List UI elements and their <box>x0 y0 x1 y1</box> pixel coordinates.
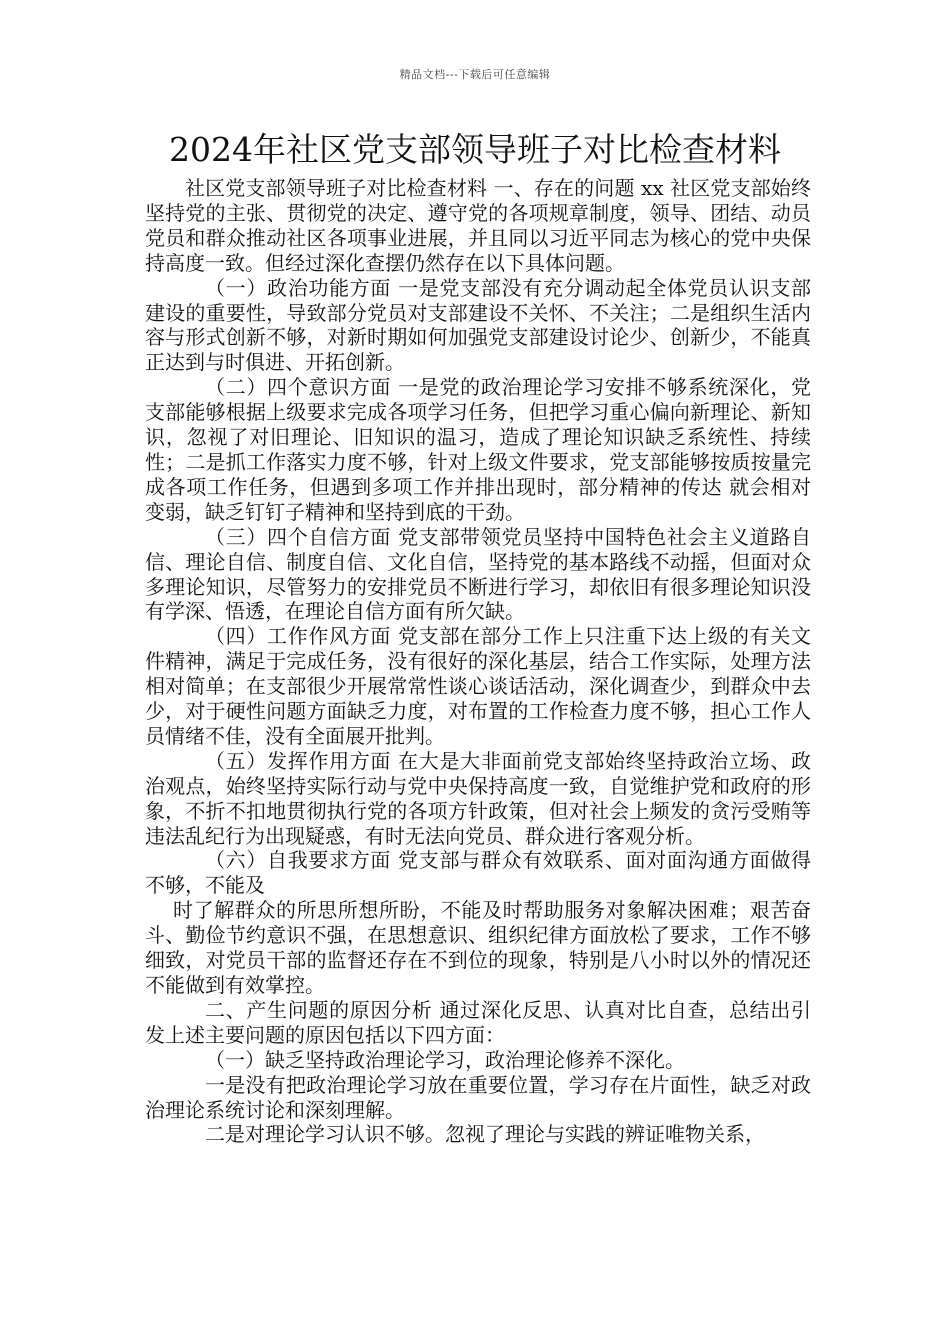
paragraph-self-requirement: （六）自我要求方面 党支部与群众有效联系、面对面沟通方面做得不够，不能及 <box>145 848 811 898</box>
paragraph-work-style: （四）工作作风方面 党支部在部分工作上只注重下达上级的有关文件精神，满足于完成任务，没有很好的深化基层，结合工作实际，处理方法相对简单；在支部很少开展常常性谈心谈话活动，深化调查少，到群众中去少，对于硬性问题方面缺乏力度，对布置的工作检查力度不够，担心工作人员情绪不佳，没有全面展开批判。 <box>145 624 811 748</box>
document-body <box>145 176 811 1147</box>
paragraph-four-consciousness: （二）四个意识方面 一是党的政治理论学习安排不够系统深化，党支部能够根据上级要求完成各项学习任务，但把学习重心偏向新理论、新知识，忽视了对旧理论、旧知识的温习，造成了理论知识缺乏系统性、持续性；二是抓工作落实力度不够，针对上级文件要求，党支部能够按质按量完成各项工作任务，但遇到多项工作并排出现时，部分精神的传达 就会相对变弱，缺乏钉钉子精神和坚持到底的干劲。 <box>145 375 811 524</box>
document-title: 2024年社区党支部领导班子对比检查材料 <box>169 130 781 169</box>
paragraph-intro: 社区党支部领导班子对比检查材料 一、存在的问题 xx 社区党支部始终坚持党的主张、贯彻党的决定、遵守党的各项规章制度，领导、团结、动员党员和群众推动社区各项事业进展，并且同以习近平同志为核心的党中央保持高度一致。但经过深化查摆仍然存在以下具体问题。 <box>145 176 811 275</box>
page-header-watermark: 精品文档---下载后可任意编辑 <box>399 68 551 81</box>
paragraph-cause-analysis: 二、产生问题的原因分析 通过深化反思、认真对比自查，总结出引发上述主要问题的原因包括以下四方面： <box>145 997 811 1047</box>
paragraph-cause-1: （一）缺乏坚持政治理论学习，政治理论修养不深化。 <box>205 1047 685 1072</box>
paragraph-self-requirement-cont: 时了解群众的所思所想所盼，不能及时帮助服务对象解决困难；艰苦奋斗、勤俭节约意识不强，在思想意识、组织纪律方面放松了要求，工作不够细致，对党员干部的监督还存在不到位的现象，特别是八小时以外的情况还不能做到有效掌控。 <box>145 898 811 997</box>
paragraph-cause-1-point-1: 一是没有把政治理论学习放在重要位置，学习存在片面性，缺乏对政治理论系统讨论和深刻理解。 <box>145 1072 811 1122</box>
paragraph-playing-role: （五）发挥作用方面 在大是大非面前党支部始终坚持政治立场、政治观点，始终坚持实际行动与党中央保持高度一致，自觉维护党和政府的形象，不折不扣地贯彻执行党的各项方针政策，但对社会上频发的贪污受贿等违法乱纪行为出现疑惑，有时无法向党员、群众进行客观分析。 <box>145 748 811 848</box>
paragraph-political-function: （一）政治功能方面 一是党支部没有充分调动起全体党员认识支部建设的重要性，导致部分党员对支部建设不关怀、不关注；二是组织生活内容与形式创新不够，对新时期如何加强党支部建设讨论少、创新少，不能真正达到与时俱进、开拓创新。 <box>145 275 811 375</box>
paragraph-cause-1-point-2: 二是对理论学习认识不够。忽视了理论与实践的辨证唯物关系， <box>205 1122 765 1147</box>
paragraph-four-confidence: （三）四个自信方面 党支部带领党员坚持中国特色社会主义道路自信、理论自信、制度自信、文化自信，坚持党的基本路线不动摇，但面对众多理论知识，尽管努力的安排党员不断进行学习，却依旧有很多理论知识没有学深、悟透，在理论自信方面有所欠缺。 <box>145 524 811 624</box>
